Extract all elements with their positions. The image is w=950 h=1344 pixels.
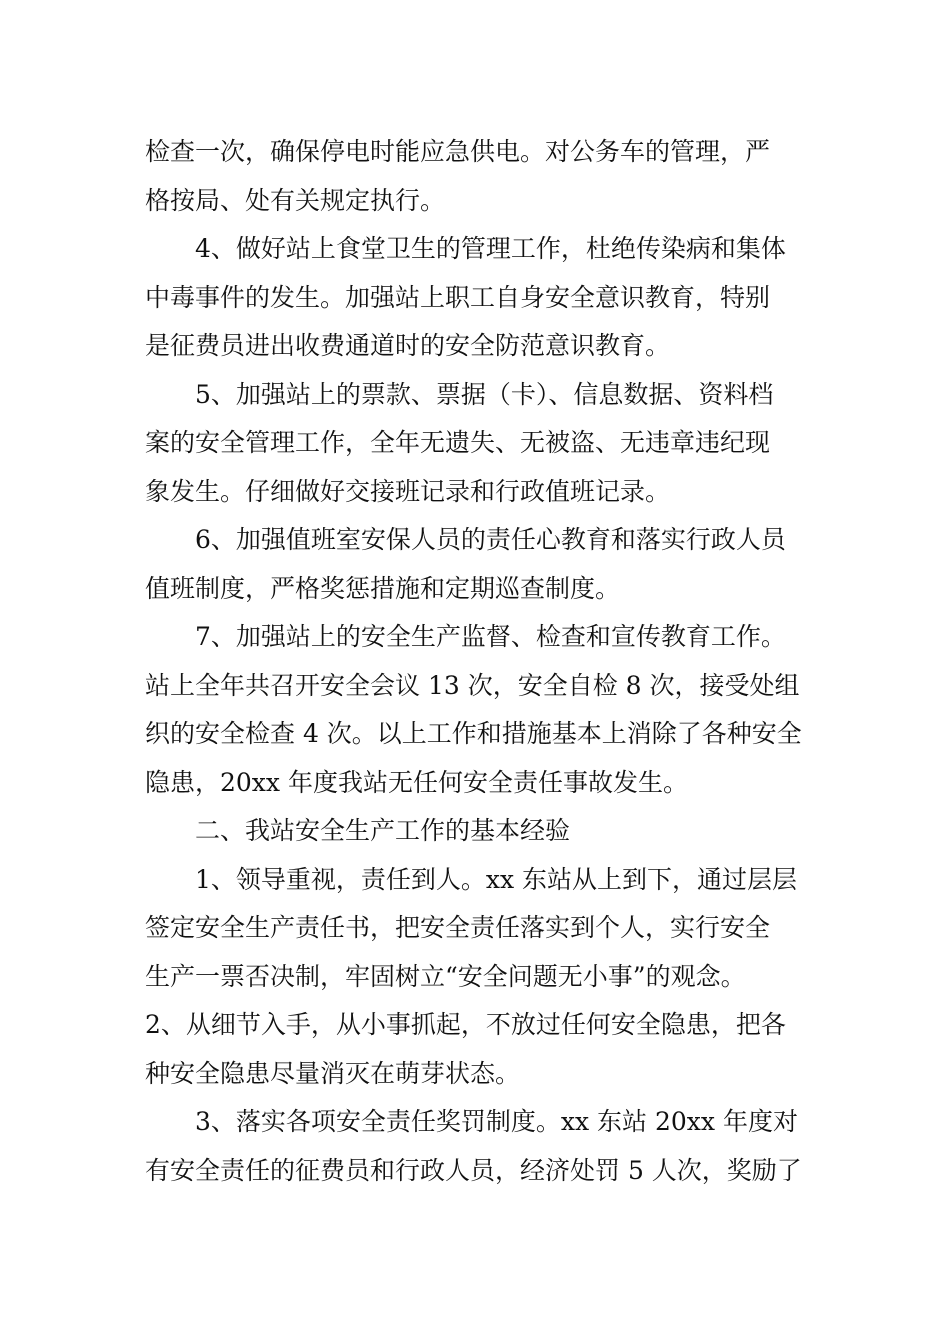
text-line: 2、从细节入手，从小事抓起，不放过任何安全隐患，把各: [145, 1010, 786, 1039]
text-line: 站上全年共召开安全会议 13 次，安全自检 8 次，接受处组: [145, 670, 800, 700]
text-line: 1、领导重视，责任到人。xx 东站从上到下，通过层层: [195, 864, 798, 894]
document-body: [145, 128, 815, 1195]
text-line: 案的安全管理工作，全年无遗失、无被盗、无违章违纪现: [145, 428, 771, 457]
text-line: 值班制度，严格奖惩措施和定期巡查制度。: [145, 573, 621, 603]
text-line: 有安全责任的征费员和行政人员，经济处罚 5 人次，奖励了: [145, 1155, 802, 1185]
text-line: 隐患，20xx 年度我站无任何安全责任事故发生。: [145, 767, 688, 797]
text-line: 7、加强站上的安全生产监督、检查和宣传教育工作。: [195, 622, 786, 651]
text-line: 象发生。仔细做好交接班记录和行政值班记录。: [145, 476, 671, 506]
text-line: 5、加强站上的票款、票据（卡）、信息数据、资料档: [195, 379, 774, 409]
text-line: 3、落实各项安全责任奖罚制度。xx 东站 20xx 年度对: [195, 1107, 798, 1136]
section-heading: 二、我站安全生产工作的基本经验: [195, 816, 571, 845]
text-line: 是征费员进出收费通道时的安全防范意识教育。: [145, 331, 671, 360]
text-line: 4、做好站上食堂卫生的管理工作，杜绝传染病和集体: [195, 234, 786, 263]
text-line: 种安全隐患尽量消灭在萌芽状态。: [145, 1058, 521, 1088]
text-line: 6、加强值班室安保人员的责任心教育和落实行政人员: [195, 525, 786, 554]
text-line: 中毒事件的发生。加强站上职工自身安全意识教育，特别: [145, 282, 771, 312]
text-line: 生产一票否决制，牢固树立“安全问题无小事”的观念。: [145, 961, 746, 991]
text-line: 织的安全检查 4 次。以上工作和措施基本上消除了各种安全: [145, 719, 802, 748]
text-line: 格按局、处有关规定执行。: [145, 185, 446, 215]
text-line: 检查一次，确保停电时能应急供电。对公务车的管理，严: [145, 137, 771, 166]
text-line: 签定安全生产责任书，把安全责任落实到个人，实行安全: [145, 913, 771, 942]
